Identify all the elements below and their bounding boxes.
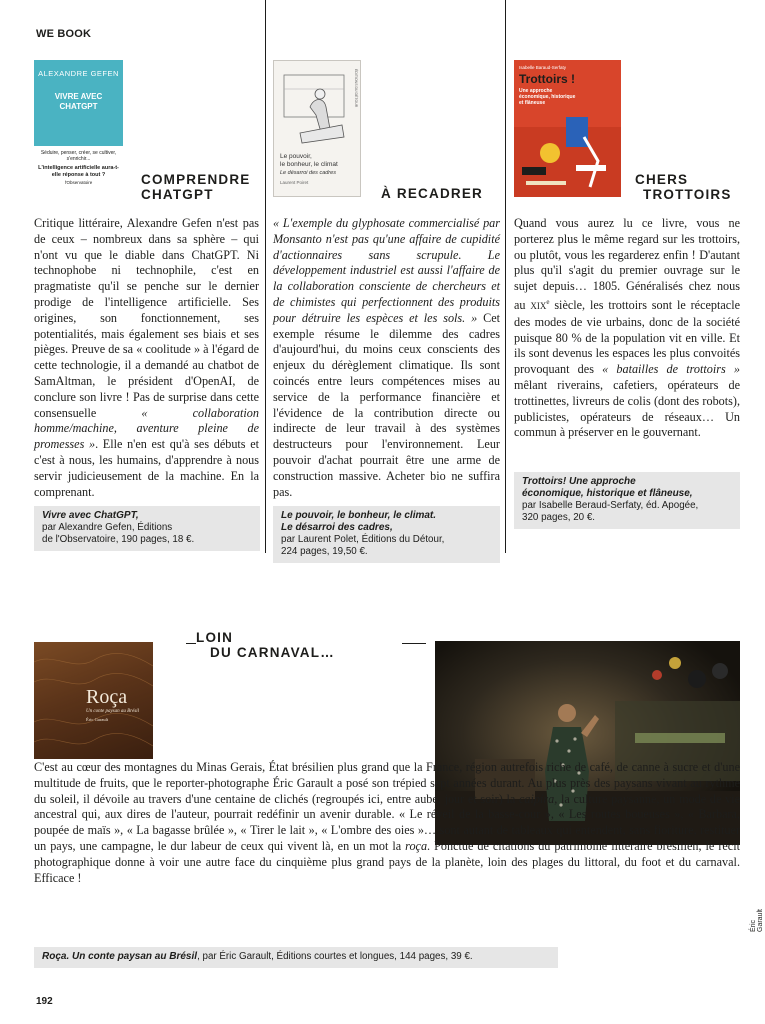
article-body: Critique littéraire, Alexandre Gefen n'est pas de ceux – nombreux dans sa sphère – qui n'ont vu que le diable dans ChatGPT. Ni technophobe ni technophile, c'est en pragmatiste qu'il se penche sur le dernier prodige de l'intelligence artificielle. Ses origines, son fonctionnement, ses potentialités, mais également ses biais et ses pièges. Preuve de sa « coolitude » à l'égard de cette technologie, il a demandé au chatbot de SamAltman, le président d'OpenAI, de conclure son livre ! Pas de surprise dans cette consensuelle « collaboration homme/machine, aventure pleine de promesses ». Elle n'en est qu'à ses débuts et c'est à nous, les humains, d'apprendre à nous servir judicieusement de la machine. En la comprenant. xyxy=(34,216,260,499)
cover-subtitle: Le désarroi des cadres xyxy=(280,170,336,176)
ref-details: 320 pages, 20 €. xyxy=(522,512,595,523)
ref-title: Le désarroi des cadres, xyxy=(281,522,393,533)
ref-title: Roça. Un conte paysan au Brésil xyxy=(42,951,198,962)
title-line: CHATGPT xyxy=(141,187,214,202)
article-body: « L'exemple du glyphosate commercialisé par Monsanto n'est pas qu'une affaire de cupidité d'actionnaires sans scrupule. Le développement industriel est aussi l'affaire de la collaboration consciente de chercheurs et de chimistes qui perfectionnent des produits pour détruire les espèces et les sols. » Cet exemple résume le dilemme des cadres d'aujourd'hui, du moins ceux conscients des enjeux du dérèglement climatique. Ils sont coincés entre leurs compétences mises au service de la performance financière et l'évidence de la contribution directe ou indirecte de leur travail à des systèmes destructeurs pour l'environnement. Leur pouvoir d'achat pourrait être une arme de construction massive. Acheter bio ne suffira pas. xyxy=(273,216,500,499)
ref-title: économique, historique et flâneuse, xyxy=(522,488,693,499)
feature-title xyxy=(196,630,402,660)
ref-details: , par Éric Garault, Éditions courtes et longues, 144 pages, 39 €. xyxy=(197,951,473,962)
cover-spine-text: ÉDITIONS DU DÉTOUR xyxy=(354,69,358,108)
title-line: CHERS xyxy=(635,172,689,187)
article-title: À RECADRER xyxy=(381,186,484,201)
cover-title: Trottoirs ! xyxy=(519,72,575,86)
book-reference xyxy=(514,472,740,529)
cover-title-line: le bonheur, le climat xyxy=(280,161,338,168)
cover-author: Éric Garault xyxy=(86,717,109,722)
section-label: WE BOOK xyxy=(36,28,92,40)
cover-tagline: Séduire, penser, créer, se cultiver, s'enrichir... xyxy=(40,150,117,162)
book-reference xyxy=(34,947,558,968)
title-line: COMPRENDRE xyxy=(141,172,251,187)
book-reference xyxy=(34,506,260,551)
cover-title-line: VIVRE AVEC xyxy=(54,92,103,101)
photo-credit: Éric Garault xyxy=(750,909,764,932)
cover-question: L'intelligence artificielle aura-t-elle réponse à tout ? xyxy=(38,165,119,178)
book-cover-trottoirs xyxy=(514,60,621,197)
article-title xyxy=(635,172,755,202)
feature-body: C'est au cœur des montagnes du Minas Gerais, État brésilien plus grand que la France, région autrefois riche de café, de canne à sucre et d'une multitude de fruits, que le reporter-photographe Éric Garault a posé son trépied sept années durant. Au plus près des paysans vivant au rythme du soleil, il dévoile au travers d'une centaine de clichés (regroupés ici, entre aube, jour et soir) la caipira, la culture paysanne, un mode de vie ancestral qui, aux dires de l'auteur, pourrait redéfinir un avenir durable. « Le réveil de la basse-cour », « Les routes boueuses », « Barbara, poupée de maïs », « La bagasse brûlée », « Tirer le lait », « L'ombre des oies »… sont autant de tableaux qui entendent, sans fioriture, restituer un pays, une campagne, le dur labeur de ceux qui vivent là, en un mot la roça. Ponctué de citations du patrimoine littéraire brésilien, le récit photographique donne à voir une autre face du cinquième plus grand pays de la planète, loin des plages du littoral, du foot et du carnaval. Efficace ! xyxy=(34,760,740,885)
title-line: DU CARNAVAL… xyxy=(210,645,335,660)
book-reference xyxy=(273,506,500,563)
cover-title-line: CHATGPT xyxy=(59,102,98,111)
article-title xyxy=(141,172,261,202)
book-cover-vivre-avec-chatgpt xyxy=(34,60,123,197)
cover-title-line: Le pouvoir, xyxy=(280,153,312,160)
article-body: Quand vous aurez lu ce livre, vous ne porterez plus le même regard sur les trottoirs, ou plutôt, vous les regarderez enfin ! D'autant plus qu'il s'agit du premier ouvrage sur le sujet depuis… 1805. Généralisés chez nous au XIXe siècle, les trottoirs sont le réceptacle des modes de vie urbains, donc de la société puisque 80 % de la population vit en ville. Et ils sont devenus les espaces les plus convoités provoquant des « batailles de trottoirs » mêlant riverains, cafetiers, opérateurs de trottinettes, livreurs de colis (dont des robots), publicistes, opérateurs de réseaux… Un commun à préserver en le gouvernant. xyxy=(514,216,740,440)
cover-illustration xyxy=(280,67,352,147)
ref-title: Vivre avec ChatGPT, xyxy=(42,510,139,521)
ref-title: Trottoirs! Une approche xyxy=(522,476,636,487)
cover-author: ALEXANDRE GEFEN xyxy=(38,69,119,78)
ref-details: par Isabelle Beraud-Serfaty, éd. Apogée, xyxy=(522,500,699,511)
book-cover-roca xyxy=(34,642,153,759)
title-line: TROTTOIRS xyxy=(643,187,732,202)
cover-title: Roça xyxy=(86,686,128,708)
ref-title: Le pouvoir, le bonheur, le climat. xyxy=(281,510,437,521)
ref-details: de l'Observatoire, 190 pages, 18 €. xyxy=(42,534,195,545)
cover-subtitle: Un conte paysan au Brésil xyxy=(86,709,140,714)
ref-details: par Laurent Polet, Éditions du Détour, xyxy=(281,534,445,545)
column-divider xyxy=(505,0,506,553)
cover-publisher: l'Observatoire xyxy=(64,180,93,185)
page-number: 192 xyxy=(36,996,53,1007)
book-cover-le-pouvoir xyxy=(273,60,361,197)
cover-author: Isabelle Baraud-Serfaty xyxy=(519,65,567,70)
title-line: LOIN xyxy=(196,630,234,645)
ref-details: par Alexandre Gefen, Éditions xyxy=(42,522,173,533)
cover-illustration xyxy=(514,117,621,197)
cover-author: Laurent Poiret xyxy=(280,180,309,185)
column-divider xyxy=(265,0,266,553)
ref-details: 224 pages, 19,50 €. xyxy=(281,546,368,557)
cover-subtitle: Une approche économique, historique et flâneuse xyxy=(519,88,576,106)
